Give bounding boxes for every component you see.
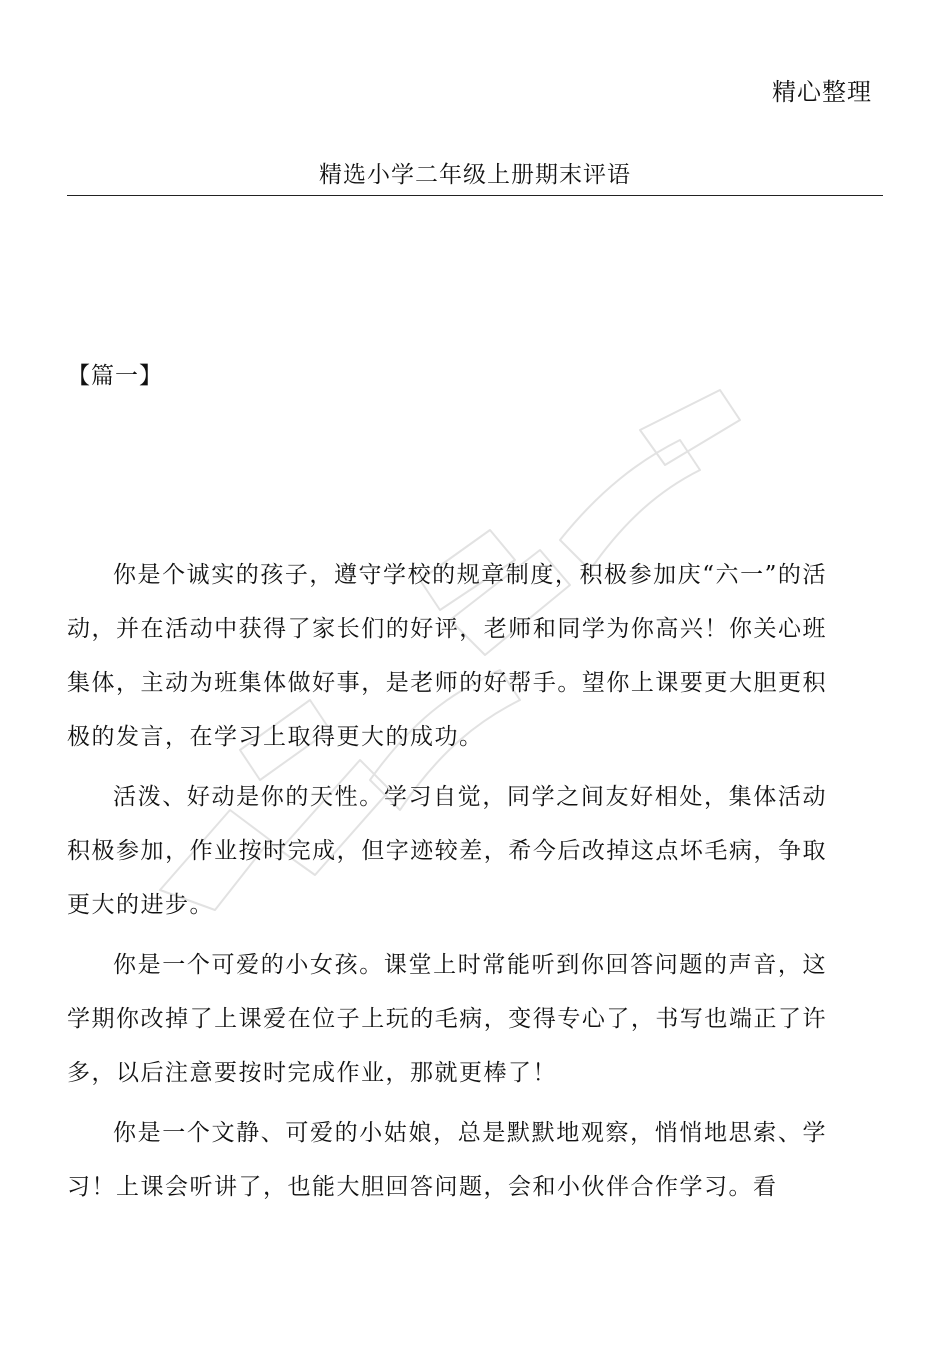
paragraph-2: 活泼、好动是你的天性。学习自觉，同学之间友好相处，集体活动积极参加，作业按时完成，但字迹较差，希今后改掉这点坏毛病，争取更大的进步。 [67,784,827,918]
paragraph-1: 你是个诚实的孩子，遵守学校的规章制度，积极参加庆“六一”的活动，并在活动中获得了家长们的好评，老师和同学为你高兴！你关心班集体，主动为班集体做好事，是老师的好帮手。望你上课要更大胆更积极的发言，在学习上取得更大的成功。 [67,562,827,750]
section-label: 【篇一】 [67,363,163,389]
paragraph-3: 你是一个可爱的小女孩。课堂上时常能听到你回答问题的声音，这学期你改掉了上课爱在位子上玩的毛病，变得专心了，书写也端正了许多，以后注意要按时完成作业，那就更棒了！ [67,952,827,1086]
document-title: 精选小学二年级上册期末评语 [319,162,631,188]
paragraph-4: 你是一个文静、可爱的小姑娘，总是默默地观察，悄悄地思索、学习！上课会听讲了，也能大胆回答问题，会和小伙伴合作学习。看 [67,1120,827,1200]
body-text [67,548,827,1220]
header-note: 精心整理 [772,78,872,106]
title-divider [67,195,883,196]
